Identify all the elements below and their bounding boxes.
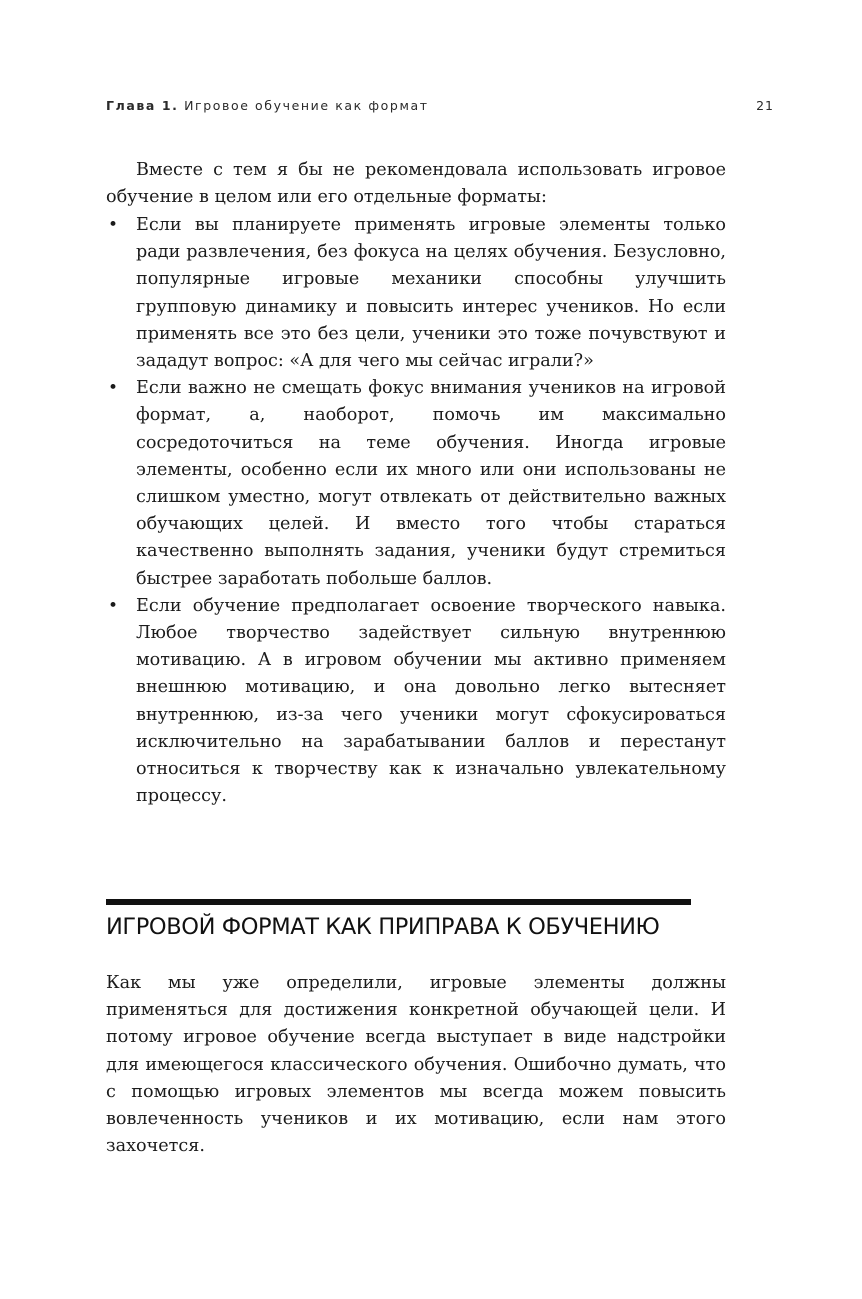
list-item-text: Если обучение предполагает освоение творческого навыка. Любое творчество задействует сильную внутреннюю мотивацию. А в игровом обучении мы активно применяем внешнюю мотивацию, и она довольно легко вытесняет внутреннюю, из-за чего ученики могут сфокусироваться исключительно на зарабатывании баллов и перестанут относиться к творчеству как к изначально увлекательному процессу.: [136, 595, 726, 807]
list-item: [106, 593, 726, 811]
bullet-icon: •: [108, 595, 119, 616]
bullet-icon: •: [108, 215, 119, 235]
list-item-text: Если важно не смещать фокус внимания учеников на игровой формат, а, наоборот, помочь им максимально сосредоточиться на теме обучения. Иногда игровые элементы, особенно если их много или они использованы не слишком уместно, могут отвлекать от действительно важных обучающих целей. И вместо того чтобы стараться качественно выполнять задания, ученики будут стремиться быстрее заработать побольше баллов.: [136, 378, 726, 589]
page-number: 21: [756, 98, 774, 113]
running-head: [106, 97, 774, 115]
chapter-title: Игровое обучение как формат: [184, 98, 429, 113]
chapter-label: Глава 1.: [106, 98, 179, 113]
section-heading: ИГРОВОЙ ФОРМАТ КАК ПРИПРАВА К ОБУЧЕНИЮ: [106, 914, 660, 940]
list-item: [106, 375, 726, 593]
bullet-list: [106, 212, 726, 810]
list-item-text: Если вы планируете применять игровые элементы только ради развлечения, без фокуса на целях обучения. Безусловно, популярные игровые механики способны улучшить групповую динамику и повысить интерес учеников. Но если применять все это без цели, ученики это тоже почувствуют и зададут вопрос: «А для чего мы сейчас играли?»: [136, 215, 726, 372]
list-item: [106, 212, 726, 375]
section-paragraph: Как мы уже определили, игровые элементы должны применяться для достижения конкретной обучающей цели. И потому игровое обучение всегда выступает в виде надстройки для имеющегося классического обучения. Ошибочно думать, что с помощью игровых элементов мы всегда можем повысить вовлеченность учеников и их мотивацию, если нам этого захочется.: [106, 973, 726, 1157]
intro-paragraph: Вместе с тем я бы не рекомендовала использовать игровое обучение в целом или его отдельные форматы:: [106, 160, 726, 208]
section-divider: [106, 899, 691, 905]
bullet-icon: •: [108, 378, 119, 399]
